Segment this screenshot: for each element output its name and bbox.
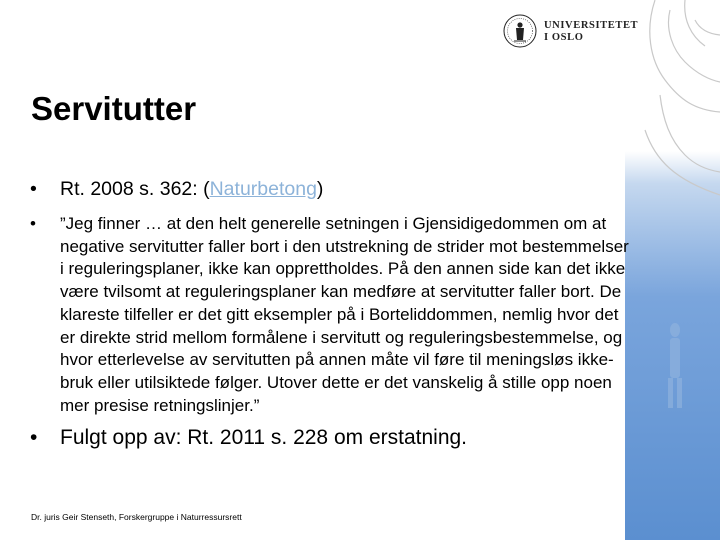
bullet-item bbox=[30, 424, 630, 452]
naturbetong-link[interactable]: Naturbetong bbox=[209, 178, 317, 200]
university-seal-icon bbox=[503, 14, 537, 48]
bullet-marker: • bbox=[30, 178, 37, 200]
bullet-marker: • bbox=[30, 426, 38, 450]
bullet-text: Fulgt opp av: Rt. 2011 s. 228 om erstatning. bbox=[60, 426, 468, 450]
bullet-list bbox=[30, 176, 630, 452]
bullet-marker: • bbox=[30, 214, 36, 233]
slide-title: Servitutter bbox=[31, 90, 197, 127]
quote-text: ”Jeg finner … at den helt generelle setningen i Gjensidigedommen om at negative servitutter faller bort i den utstrekning de strider mot bestemmelser i reguleringsplaner, ikke kan opprettholdes. På den annen side kan det ikke være tvilsomt at reguleringsplaner kan medføre at servitutter faller bort. De klareste tilfeller er det gitt eksempler på i Borteliddommen, nemlig hvor det er direkte strid mellom formålene i servitutt og reguleringsbestemmelse, og hvor etterlevelse av servitutten på annen måte vil føre til meningsløs ikke-bruk eller utilsiktede følger. Utover dette er det vanskelig å stille opp noen mer presise retningslinjer.” bbox=[60, 214, 629, 415]
bullet-item bbox=[30, 176, 630, 202]
footer-author: Dr. juris Geir Stenseth, Forskergruppe i Naturressursrett bbox=[31, 512, 242, 522]
bullet-item bbox=[30, 213, 630, 417]
logo-line-1: UNIVERSITETET bbox=[544, 20, 639, 31]
university-name bbox=[544, 20, 638, 44]
bullet-text-prefix: Rt. 2008 s. 362: ( bbox=[60, 178, 210, 200]
bullet-text-suffix: ) bbox=[316, 178, 324, 200]
university-logo bbox=[503, 14, 638, 50]
logo-line-2: I OSLO bbox=[544, 32, 584, 43]
side-decoration bbox=[625, 0, 720, 540]
